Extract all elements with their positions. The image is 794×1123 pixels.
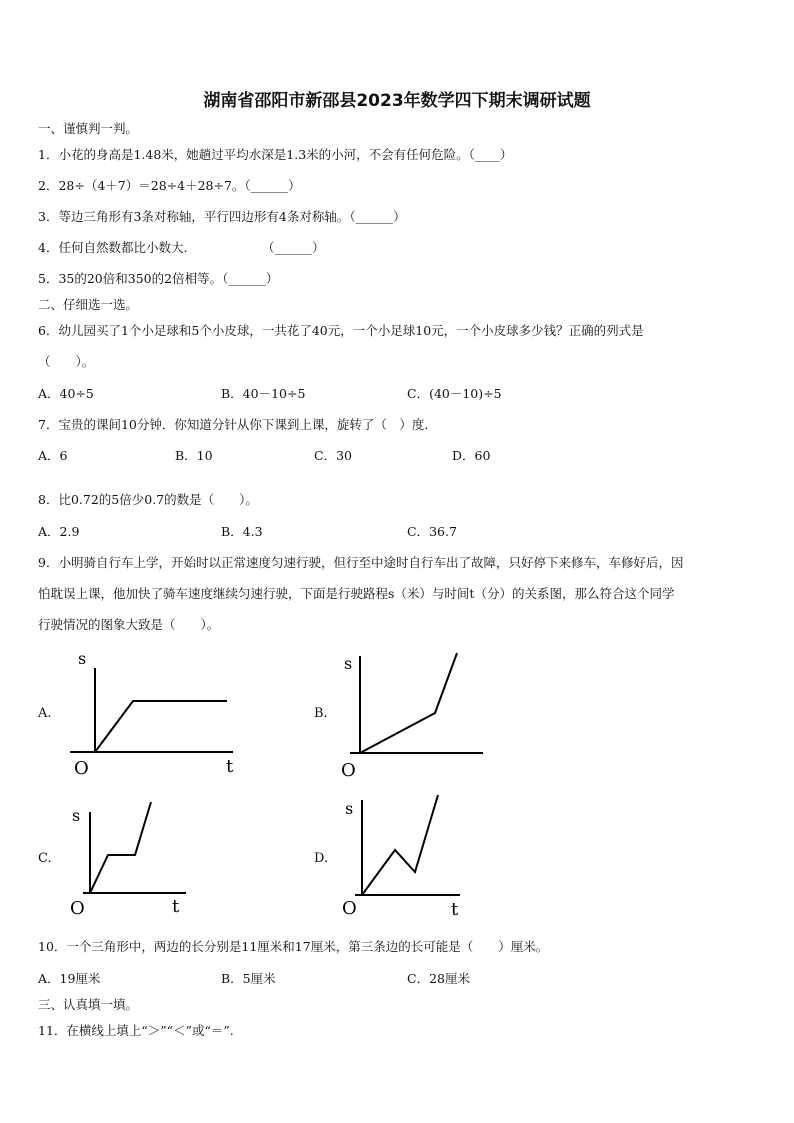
graph-d-origin: O [342, 898, 357, 919]
graph-b-curve [360, 653, 457, 753]
graph-d [340, 790, 470, 920]
question-10: 10．一个三角形中，两边的长分别是11厘米和17厘米，第三条边的长可能是（ ）厘米。 [38, 939, 549, 954]
question-5: 5．35的20倍和350的2倍相等。（______） [38, 271, 279, 286]
graph-c [68, 800, 198, 920]
question-10-option-b: B．5厘米 [221, 971, 276, 986]
graph-a-x-label: t [226, 756, 234, 777]
question-8-option-a: A．2.9 [38, 524, 80, 539]
question-10-option-a: A．19厘米 [38, 971, 101, 986]
question-7-option-c: C．30 [314, 448, 352, 463]
question-9-line-3: 行驶情况的图象大致是（ ）。 [38, 617, 220, 632]
question-3: 3．等边三角形有3条对称轴，平行四边形有4条对称轴。（______） [38, 209, 406, 224]
question-7: 7．宝贵的课间10分钟．你知道分针从你下课到上课，旋转了（ ）度． [38, 417, 437, 432]
question-6-option-c: C．(40－10)÷5 [407, 386, 502, 401]
question-6-option-b: B．40－10÷5 [221, 386, 306, 401]
question-4-blank: （______） [262, 240, 325, 255]
section-heading-judge: 一、谨慎判一判。 [38, 121, 139, 136]
graph-a-origin: O [74, 758, 89, 779]
question-6-line-1: 6．幼儿园买了1个小足球和5个小皮球，一共花了40元，一个小足球10元，一个小皮球多少钱？正确的列式是 [38, 323, 644, 338]
question-8-option-c: C．36.7 [407, 524, 457, 539]
graph-d-curve [362, 795, 438, 895]
graph-a-curve [95, 701, 227, 752]
question-6-line-2: （ ）。 [38, 354, 95, 369]
graph-d-x-label: t [451, 899, 459, 920]
graph-b-y-label: s [344, 654, 353, 673]
question-11: 11．在横线上填上“＞”“＜”或“＝”. [38, 1023, 234, 1038]
question-10-option-c: C．28厘米 [407, 971, 470, 986]
graph-b-label: B. [314, 706, 328, 721]
graph-d-y-label: s [345, 799, 354, 818]
question-7-option-a: A．6 [38, 448, 68, 463]
graph-a-label: A. [38, 706, 52, 721]
question-8: 8．比0.72的5倍少0.7的数是（ ）。 [38, 492, 258, 507]
graph-c-curve [90, 802, 151, 893]
graph-c-x-label: t [172, 896, 180, 917]
graph-c-origin: O [70, 898, 85, 919]
graph-a [70, 648, 245, 778]
section-heading-fill: 三、认真填一填。 [38, 997, 139, 1012]
graph-b [335, 648, 490, 783]
question-7-option-d: D．60 [452, 448, 491, 463]
graph-d-label: D. [314, 851, 329, 866]
graph-c-y-label: s [72, 806, 81, 825]
graph-c-label: C. [38, 851, 52, 866]
question-6-option-a: A．40÷5 [38, 386, 94, 401]
question-7-option-b: B．10 [175, 448, 213, 463]
question-9-line-2: 怕耽误上课，他加快了骑车速度继续匀速行驶，下面是行驶路程s（米）与时间t（分）的关系图，那么符合这个同学 [38, 586, 675, 601]
graph-a-y-label: s [78, 649, 87, 668]
question-9-line-1: 9．小明骑自行车上学，开始时以正常速度匀速行驶，但行至中途时自行车出了故障，只好停下来修车，车修好后，因 [38, 555, 684, 570]
question-8-option-b: B．4.3 [221, 524, 263, 539]
graph-b-origin: O [341, 760, 356, 781]
page-title: 湖南省邵阳市新邵县2023年数学四下期末调研试题 [203, 91, 591, 111]
section-heading-choose: 二、仔细选一选。 [38, 297, 139, 312]
question-4: 4．任何自然数都比小数大. [38, 240, 188, 255]
question-2: 2．28÷（4＋7）＝28÷4＋28÷7。（______） [38, 178, 301, 193]
question-1: 1．小花的身高是1.48米，她趟过平均水深是1.3米的小河，不会有任何危险。（____） [38, 147, 513, 162]
